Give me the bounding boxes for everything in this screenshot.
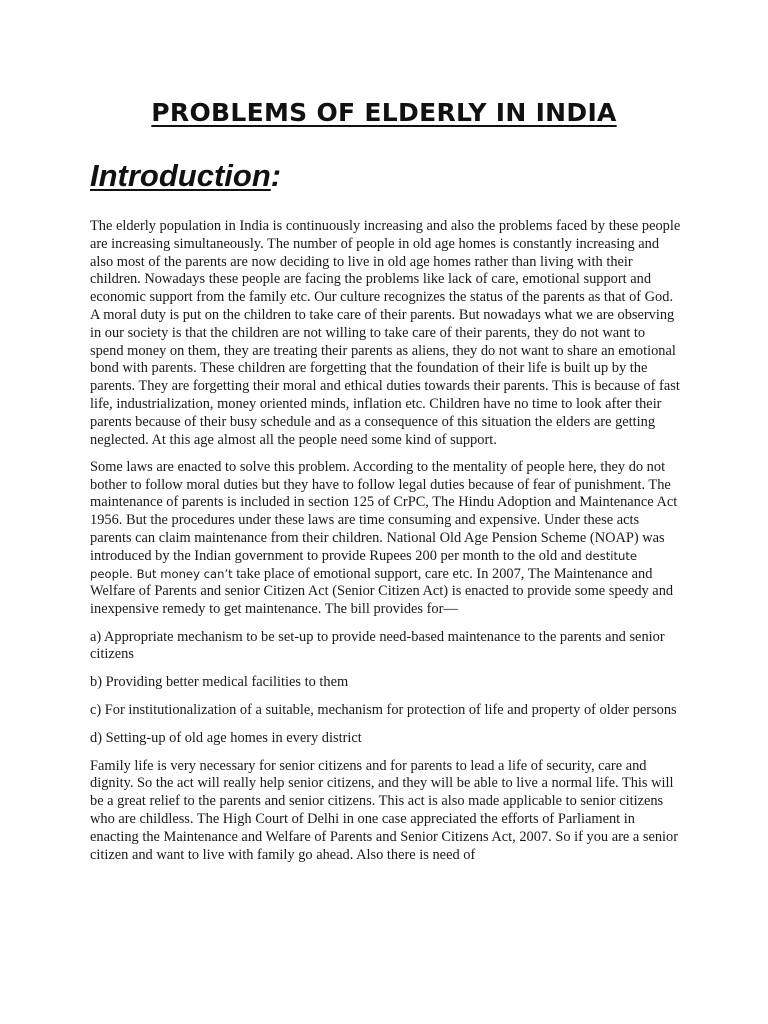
paragraph-2-part-3: take place of emotional support, care etc. In 2007, The Maintenance and Welfare of Parents and senior Citizen Act (Senior Citizen Act) is enacted to provide some speedy and inexpensive remedy to get maintenance. The bill provides for— (90, 565, 674, 618)
paragraph-2-part-1: Some laws are enacted to solve this problem. According to the mentality of people here, they do not bother to follow moral duties but they have to follow legal duties because of fear of punishment. The maintenance of parents is included in section 125 of CrPC, The Hindu Adoption and Maintenance Act 1956. But the procedures under these laws are time consuming and expensive. Under these acts parents can claim maintenance from their children. National Old Age Pension Scheme (NOAP) was introduced by the Indian government to provide Rupees 200 per month to the old and (90, 458, 678, 564)
list-item-a: a) Appropriate mechanism to be set-up to provide need-based maintenance to the parents and senior citizens (90, 628, 665, 663)
paragraph-2 (90, 459, 682, 619)
document-title: PROBLEMS OF ELDERLY IN INDIA (151, 98, 617, 127)
section-heading-colon: : (270, 158, 282, 193)
paragraph-3: Family life is very necessary for senior citizens and for parents to lead a life of security, care and dignity. So the act will really help senior citizens, and they will be able to live a normal life. This will be a great relief to the parents and senior citizens. This act is also made applicable to senior citizens who are childless. The High Court of Delhi in one case appreciated the efforts of Parliament in enacting the Maintenance and Welfare of Parents and Senior Citizens Act, 2007. So if you are a senior citizen and want to live with family go ahead. Also there is need of (90, 757, 679, 863)
paragraph-1: The elderly population in India is continuously increasing and also the problems faced by these people are increasing simultaneously. The number of people in old age homes is constantly increasing and also most of the parents are now deciding to live in old age homes rather than living with their children. Nowadays these people are facing the problems like lack of care, emotional support and economic support from the family etc. Our culture recognizes the status of the parents as that of God. A moral duty is put on the children to take care of their parents. But nowadays what we are observing in our society is that the children are not willing to take care of their parents, they do not want to spend money on them, they are treating their parents as aliens, they do not want to share an emotional bond with parents. These children are forgetting that the foundation of their life is built up by the parents. They are forgetting their moral and ethical duties towards their parents. This is because of fast life, industrialization, money oriented minds, inflation etc. Children have no time to look after their parents because of their busy schedule and as a consequence of this situation the elders are getting neglected. At this age almost all the people need some kind of support. (90, 218, 681, 448)
list-item-b: b) Providing better medical facilities to them (90, 674, 349, 691)
list-item-d: d) Setting-up of old age homes in every district (90, 729, 362, 746)
document-body (90, 218, 682, 874)
list-item-c: c) For institutionalization of a suitable, mechanism for protection of life and property of older persons (90, 701, 677, 718)
paragraph-2-part-2: destitute people. But money can’t (90, 548, 638, 581)
section-heading (90, 158, 281, 194)
section-heading-text: Introduction (90, 158, 271, 193)
